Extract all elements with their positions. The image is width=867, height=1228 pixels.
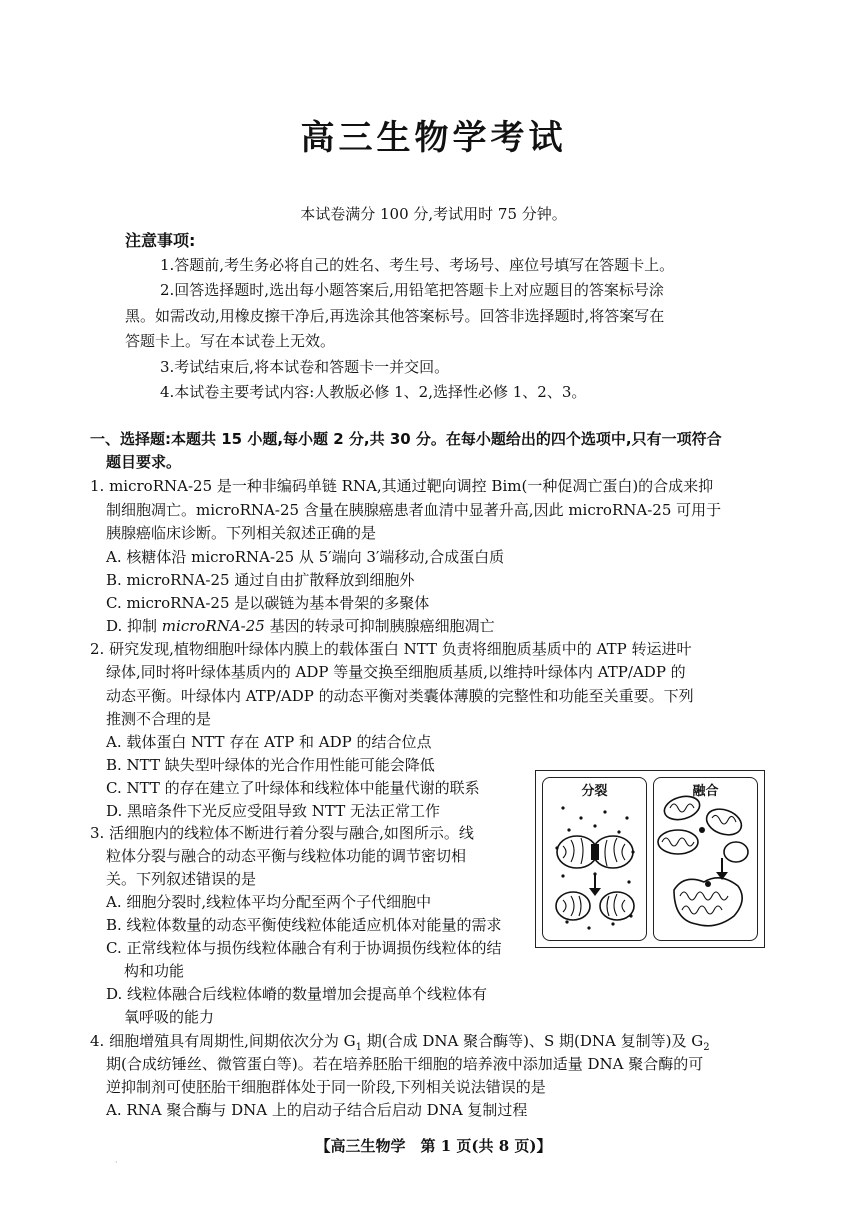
notice-line: 4.本试卷主要考试内容:人教版必修 1、2,选择性必修 1、2、3。 [160,383,587,401]
q2-stem: 推测不合理的是 [106,710,212,728]
notice-heading: 注意事项: [125,231,196,250]
q1-stem: 1. microRNA-25 是一种非编码单链 RNA,其通过靶向调控 Bim(一种促凋亡蛋白)的合成来抑 [90,477,714,495]
page-footer: 【高三生物学 第 1 页(共 8 页)】 [315,1137,552,1155]
q2-option-b: B. NTT 缺失型叶绿体的光合作用性能可能会降低 [106,756,435,774]
q3-option-a: A. 细胞分裂时,线粒体平均分配至两个子代细胞中 [106,893,432,911]
subscript: 2 [703,1042,710,1053]
q3-stem: 关。下列叙述错误的是 [106,870,257,888]
q1-option-a: A. 核糖体沿 microRNA-25 从 5′端向 3′端移动,合成蛋白质 [106,548,505,566]
q3-stem: 粒体分裂与融合的动态平衡与线粒体功能的调节密切相 [106,847,467,865]
q3-option-c: C. 正常线粒体与损伤线粒体融合有利于协调损伤线粒体的结 [106,939,502,957]
section-heading-cont: 题目要求。 [106,453,182,471]
subscript: 1 [355,1042,362,1053]
q4-stem [90,1030,710,1053]
exam-info: 本试卷满分 100 分,考试用时 75 分钟。 [300,205,567,223]
q4-text: 4. 细胞增殖具有周期性,间期依次分为 G [90,1032,356,1050]
q3-option-d: D. 线粒体融合后线粒体嵴的数量增加会提高单个线粒体有 [106,985,488,1003]
notice-line: 黑。如需改动,用橡皮擦干净后,再选涂其他答案标号。回答非选择题时,将答案写在 [125,307,665,325]
q3-stem: 3. 活细胞内的线粒体不断进行着分裂与融合,如图所示。线 [90,824,474,842]
q4-text: 期(合成 DNA 聚合酶等)、S 期(DNA 复制等)及 G [361,1032,704,1050]
q4-stem: 逆抑制剂可使胚胎干细胞群体处于同一阶段,下列相关说法错误的是 [106,1078,546,1096]
fusion-illustration [654,778,756,938]
notice-line: 3.考试结束后,将本试卷和答题卡一并交回。 [160,358,450,376]
q1-option-d [106,615,495,636]
q2-option-c: C. NTT 的存在建立了叶绿体和线粒体中能量代谢的联系 [106,779,480,797]
q2-option-a: A. 载体蛋白 NTT 存在 ATP 和 ADP 的结合位点 [106,733,432,751]
section-heading: 一、选择题:本题共 15 小题,每小题 2 分,共 30 分。在每小题给出的四个选项中,只有一项符合 [90,430,722,448]
q2-option-d: D. 黑暗条件下光反应受阻导致 NTT 无法正常工作 [106,802,440,820]
scan-mark: · [115,1158,118,1167]
notice-line: 答题卡上。写在本试卷上无效。 [125,332,336,350]
gene-name: microRNA-25 [161,617,265,635]
notice-line: 1.答题前,考生务必将自己的姓名、考生号、考场号、座位号填写在答题卡上。 [160,256,675,274]
q1-option-d-post: 基因的转录可抑制胰腺癌细胞凋亡 [264,617,495,635]
q3-option-c-cont: 构和功能 [124,962,185,980]
q4-option-a: A. RNA 聚合酶与 DNA 上的启动子结合后启动 DNA 复制过程 [106,1101,528,1119]
q1-option-d-pre: D. 抑制 [106,617,162,635]
q2-stem: 2. 研究发现,植物细胞叶绿体内膜上的载体蛋白 NTT 负责将细胞质基质中的 ATP 转运进叶 [90,640,692,658]
q3-option-d-cont: 氧呼吸的能力 [124,1008,215,1026]
q2-stem: 动态平衡。叶绿体内 ATP/ADP 的动态平衡对类囊体薄膜的完整性和功能至关重要。下列 [106,687,694,705]
q2-stem: 绿体,同时将叶绿体基质内的 ADP 等量交换至细胞质基质,以维持叶绿体内 ATP/ADP 的 [106,663,686,681]
mitochondria-figure [535,770,765,948]
fusion-panel [653,777,758,941]
q1-option-b: B. microRNA-25 通过自由扩散释放到细胞外 [106,571,415,589]
q1-option-c: C. microRNA-25 是以碳链为基本骨架的多聚体 [106,594,430,612]
fission-label: 分裂 [581,784,608,799]
q3-option-b: B. 线粒体数量的动态平衡使线粒体能适应机体对能量的需求 [106,916,502,934]
notice-line: 2.回答选择题时,选出每小题答案后,用铅笔把答题卡上对应题目的答案标号涂 [160,281,664,299]
fission-illustration [543,778,645,938]
page-title: 高三生物学考试 [300,118,567,158]
q1-stem: 胰腺癌临床诊断。下列相关叙述正确的是 [106,524,377,542]
fission-panel [542,777,647,941]
q1-stem: 制细胞凋亡。microRNA-25 含量在胰腺癌患者血清中显著升高,因此 microRNA-25 可用于 [106,501,722,519]
fusion-label: 融合 [692,784,719,799]
q4-stem: 期(合成纺锤丝、微管蛋白等)。若在培养胚胎干细胞的培养液中添加适量 DNA 聚合酶的可 [106,1055,704,1073]
